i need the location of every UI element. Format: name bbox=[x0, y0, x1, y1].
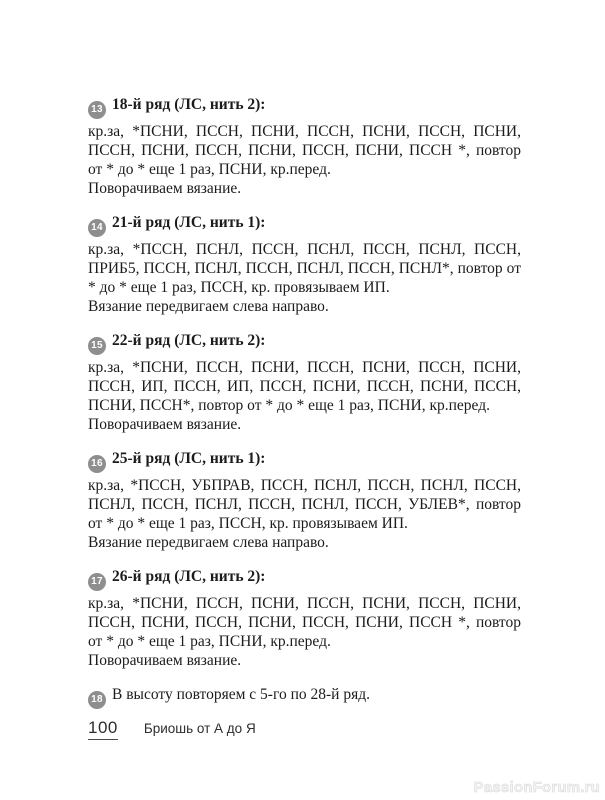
step-note: Вязание передвигаем слева направо. bbox=[88, 534, 329, 551]
step-instructions: кр.за, *ПСНИ, ПССН, ПСНИ, ПССН, ПСНИ, ПССН, ПСНИ, ПССН, ПСНИ, ПССН, ПСНИ, ПССН, ПСНИ, ПССН *, повтор от * до * еще 1 раз, ПСНИ, кр.перед. bbox=[88, 595, 521, 650]
step-title: 21-й ряд (ЛС, нить 1): bbox=[112, 214, 266, 231]
step-number-badge: 13 bbox=[88, 101, 106, 119]
step-note: Поворачиваем вязание. bbox=[88, 416, 242, 433]
instruction-step-17 bbox=[88, 567, 521, 670]
step-title: 18-й ряд (ЛС, нить 2): bbox=[112, 96, 266, 113]
step-number-badge: 17 bbox=[88, 573, 106, 591]
step-number-badge: 18 bbox=[88, 691, 106, 709]
book-title: Бриошь от А до Я bbox=[143, 721, 256, 736]
instruction-step-13 bbox=[88, 95, 521, 198]
final-step-text: В высоту повторяем с 5-го по 28-й ряд. bbox=[112, 686, 370, 703]
step-instructions: кр.за, *ПСНИ, ПССН, ПСНИ, ПССН, ПСНИ, ПССН, ПСНИ, ПССН, ПСНИ, ПССН, ПСНИ, ПССН, ПСНИ, ПССН *, повтор от * до * еще 1 раз, ПСНИ, кр.перед. bbox=[88, 123, 521, 178]
page-content bbox=[88, 95, 521, 709]
step-number-badge: 14 bbox=[88, 219, 106, 237]
step-header bbox=[88, 449, 521, 473]
step-number-badge: 16 bbox=[88, 455, 106, 473]
step-title: 26-й ряд (ЛС, нить 2): bbox=[112, 568, 266, 585]
page-footer bbox=[88, 718, 256, 740]
instruction-step-16 bbox=[88, 449, 521, 552]
step-instructions: кр.за, *ПСНИ, ПССН, ПСНИ, ПССН, ПСНИ, ПССН, ПСНИ, ПССН, ИП, ПССН, ИП, ПССН, ПСНИ, ПССН, ПСНИ, ПССН, ПСНИ, ПССН*, повтор от * до * еще 1 раз, ПСНИ, кр.перед. bbox=[88, 359, 521, 414]
page-number: 100 bbox=[88, 718, 118, 740]
step-header bbox=[88, 331, 521, 355]
step-instructions: кр.за, *ПССН, УБПРАВ, ПССН, ПСНЛ, ПССН, ПСНЛ, ПССН, ПСНЛ, ПССН, ПСНЛ, ПССН, ПСНЛ, ПССН, УБЛЕВ*, повтор от * до * еще 1 раз, ПССН, кр. провязываем ИП. bbox=[88, 477, 521, 532]
step-header bbox=[88, 95, 521, 119]
site-watermark: PassionForum.ru bbox=[473, 779, 600, 796]
step-note: Поворачиваем вязание. bbox=[88, 652, 242, 669]
instruction-step-18 bbox=[88, 685, 521, 709]
step-header bbox=[88, 213, 521, 237]
step-instructions: кр.за, *ПССН, ПСНЛ, ПССН, ПСНЛ, ПССН, ПСНЛ, ПССН, ПРИБ5, ПССН, ПСНЛ, ПССН, ПСНЛ, ПССН, ПСНЛ*, повтор от * до * еще 1 раз, ПССН, кр. провязываем ИП. bbox=[88, 241, 521, 296]
instruction-step-15 bbox=[88, 331, 521, 434]
step-note: Вязание передвигаем слева направо. bbox=[88, 298, 329, 315]
step-title: 25-й ряд (ЛС, нить 1): bbox=[112, 450, 266, 467]
step-number-badge: 15 bbox=[88, 337, 106, 355]
step-title: 22-й ряд (ЛС, нить 2): bbox=[112, 332, 266, 349]
step-note: Поворачиваем вязание. bbox=[88, 180, 242, 197]
instruction-step-14 bbox=[88, 213, 521, 316]
step-header bbox=[88, 567, 521, 591]
